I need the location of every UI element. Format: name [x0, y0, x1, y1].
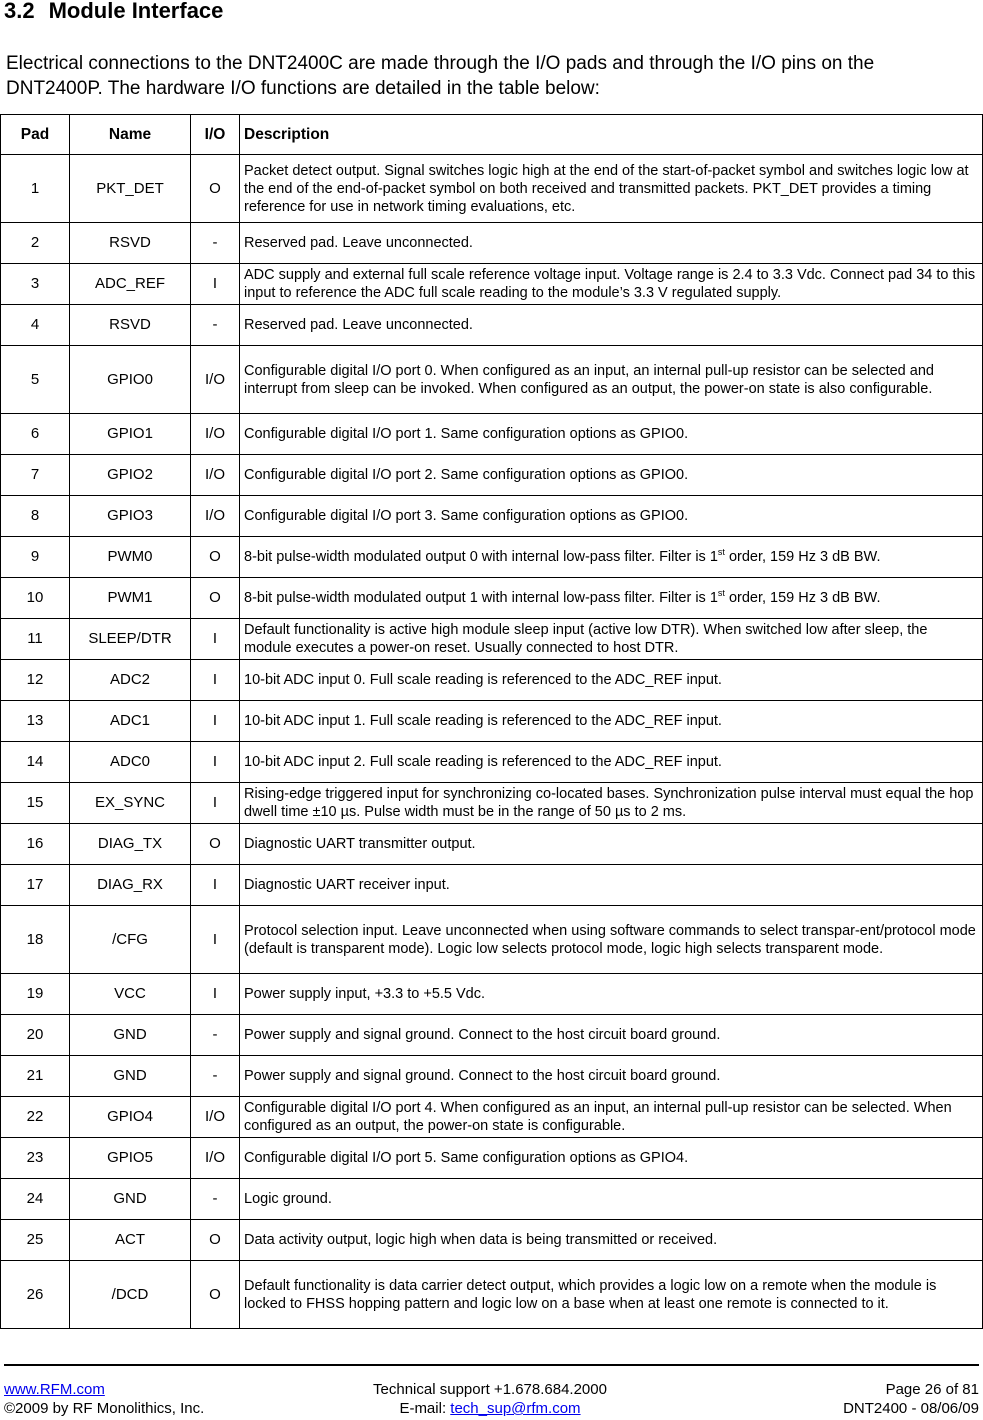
name-cell: ADC2 — [70, 660, 191, 701]
table-row — [1, 742, 983, 783]
document-id: DNT2400 - 08/06/09 — [843, 1400, 979, 1417]
ordinal-superscript: st — [717, 588, 725, 599]
section-title — [4, 0, 223, 24]
io-cell: I — [191, 701, 240, 742]
io-cell: - — [191, 1179, 240, 1220]
table-row — [1, 155, 983, 223]
description-tail: order, 159 Hz 3 dB BW. — [724, 590, 881, 606]
io-cell: O — [191, 824, 240, 865]
pad-cell: 12 — [1, 660, 70, 701]
table-row — [1, 496, 983, 537]
description-cell — [240, 1015, 983, 1056]
pad-cell: 7 — [1, 455, 70, 496]
table-row — [1, 1056, 983, 1097]
pad-cell: 4 — [1, 305, 70, 346]
description-cell — [240, 578, 983, 619]
table-row — [1, 346, 983, 414]
pad-cell: 8 — [1, 496, 70, 537]
io-cell: O — [191, 155, 240, 223]
io-cell: I/O — [191, 455, 240, 496]
name-cell: /CFG — [70, 906, 191, 974]
description-cell — [240, 1097, 983, 1138]
description-text: Configurable digital I/O port 4. When configured as an input, an internal pull-up resistor can be selected. When configured as an output, the power-on state is configurable. — [244, 1100, 952, 1134]
table-row — [1, 305, 983, 346]
table-row — [1, 783, 983, 824]
pad-cell: 23 — [1, 1138, 70, 1179]
table-row — [1, 1015, 983, 1056]
table-row — [1, 1138, 983, 1179]
description-text: 8-bit pulse-width modulated output 0 with internal low-pass filter. Filter is 1 — [244, 549, 718, 565]
section-number: 3.2 — [4, 0, 35, 23]
description-cell — [240, 974, 983, 1015]
description-text: Configurable digital I/O port 5. Same configuration options as GPIO4. — [244, 1150, 689, 1166]
description-text: 8-bit pulse-width modulated output 1 with internal low-pass filter. Filter is 1 — [244, 590, 718, 606]
name-cell: GPIO3 — [70, 496, 191, 537]
pad-cell: 2 — [1, 223, 70, 264]
table-row — [1, 578, 983, 619]
io-function-table — [0, 114, 983, 1329]
name-cell: GND — [70, 1179, 191, 1220]
name-cell: DIAG_TX — [70, 824, 191, 865]
pad-cell: 24 — [1, 1179, 70, 1220]
description-cell — [240, 660, 983, 701]
pad-cell: 22 — [1, 1097, 70, 1138]
description-text: Protocol selection input. Leave unconnected when using software commands to select transpar-ent/protocol mode (default is transparent mode). Logic low selects protocol mode, logic high selects transparent mode. — [244, 922, 976, 957]
description-cell — [240, 701, 983, 742]
name-cell: RSVD — [70, 223, 191, 264]
table-row — [1, 906, 983, 974]
pad-cell: 13 — [1, 701, 70, 742]
description-tail: order, 159 Hz 3 dB BW. — [724, 549, 881, 565]
description-cell — [240, 346, 983, 414]
support-phone: Technical support +1.678.684.2000 — [373, 1381, 607, 1398]
name-cell: PKT_DET — [70, 155, 191, 223]
footer-left — [4, 1380, 204, 1418]
description-cell — [240, 824, 983, 865]
footer-divider — [4, 1364, 979, 1366]
description-cell — [240, 783, 983, 824]
pad-cell: 21 — [1, 1056, 70, 1097]
io-cell: O — [191, 1220, 240, 1261]
name-cell: ADC0 — [70, 742, 191, 783]
io-cell: O — [191, 578, 240, 619]
section-title-text: Module Interface — [48, 0, 224, 23]
pad-cell: 25 — [1, 1220, 70, 1261]
pad-cell: 11 — [1, 619, 70, 660]
description-text: Default functionality is data carrier detect output, which provides a logic low on a remote when the module is locked to FHSS hopping pattern and logic low on a base when at least one remote is connected to it. — [244, 1277, 937, 1312]
name-cell: DIAG_RX — [70, 865, 191, 906]
name-cell: GPIO4 — [70, 1097, 191, 1138]
io-cell: I/O — [191, 1138, 240, 1179]
io-cell: - — [191, 305, 240, 346]
description-cell — [240, 906, 983, 974]
description-cell — [240, 455, 983, 496]
table-row — [1, 824, 983, 865]
description-text: 10-bit ADC input 1. Full scale reading is referenced to the ADC_REF input. — [244, 713, 722, 729]
name-cell: PWM0 — [70, 537, 191, 578]
description-cell — [240, 223, 983, 264]
pad-cell: 5 — [1, 346, 70, 414]
description-cell — [240, 414, 983, 455]
header-io: I/O — [191, 115, 240, 155]
name-cell: /DCD — [70, 1261, 191, 1329]
name-cell: RSVD — [70, 305, 191, 346]
description-text: Diagnostic UART transmitter output. — [244, 836, 476, 852]
description-text: Default functionality is active high module sleep input (active low DTR). When switched low after sleep, the module executes a power-on reset. Usually connected to host DTR. — [244, 622, 928, 656]
footer-right — [843, 1380, 979, 1418]
description-text: Data activity output, logic high when data is being transmitted or received. — [244, 1232, 718, 1248]
description-cell — [240, 1138, 983, 1179]
io-cell: I — [191, 660, 240, 701]
description-cell — [240, 264, 983, 305]
pad-cell: 19 — [1, 974, 70, 1015]
pad-cell: 3 — [1, 264, 70, 305]
pad-cell: 10 — [1, 578, 70, 619]
io-cell: O — [191, 1261, 240, 1329]
description-text: Power supply and signal ground. Connect to the host circuit board ground. — [244, 1068, 721, 1084]
io-cell: I/O — [191, 346, 240, 414]
table-row — [1, 455, 983, 496]
description-text: Configurable digital I/O port 0. When configured as an input, an internal pull-up resistor can be selected and interrupt from sleep can be invoked. When configured as an output, the power-on state is also configurable. — [244, 362, 934, 397]
name-cell: GPIO0 — [70, 346, 191, 414]
description-text: Rising-edge triggered input for synchronizing co-located bases. Synchronization pulse interval must equal the hop dwell time ±10 µs. Pulse width must be in the range of 50 µs to 2 ms. — [244, 786, 974, 820]
description-cell — [240, 619, 983, 660]
table-row — [1, 414, 983, 455]
description-text: Diagnostic UART receiver input. — [244, 877, 450, 893]
io-cell: I/O — [191, 1097, 240, 1138]
name-cell: GPIO1 — [70, 414, 191, 455]
page-number: Page 26 of 81 — [885, 1381, 979, 1398]
description-cell — [240, 1179, 983, 1220]
table-row — [1, 1097, 983, 1138]
io-cell: I — [191, 264, 240, 305]
description-cell — [240, 1261, 983, 1329]
description-cell — [240, 1056, 983, 1097]
description-cell — [240, 865, 983, 906]
pad-cell: 6 — [1, 414, 70, 455]
name-cell: GPIO5 — [70, 1138, 191, 1179]
io-cell: I — [191, 742, 240, 783]
pad-cell: 20 — [1, 1015, 70, 1056]
name-cell: PWM1 — [70, 578, 191, 619]
header-name: Name — [70, 115, 191, 155]
pad-cell: 16 — [1, 824, 70, 865]
pad-cell: 1 — [1, 155, 70, 223]
io-cell: I — [191, 865, 240, 906]
description-text: 10-bit ADC input 2. Full scale reading is referenced to the ADC_REF input. — [244, 754, 722, 770]
description-text: Reserved pad. Leave unconnected. — [244, 317, 473, 333]
table-row — [1, 1179, 983, 1220]
name-cell: ADC_REF — [70, 264, 191, 305]
name-cell: VCC — [70, 974, 191, 1015]
pad-cell: 9 — [1, 537, 70, 578]
pad-cell: 14 — [1, 742, 70, 783]
io-cell: - — [191, 1056, 240, 1097]
table-row — [1, 264, 983, 305]
name-cell: GND — [70, 1056, 191, 1097]
io-cell: - — [191, 1015, 240, 1056]
io-cell: I/O — [191, 496, 240, 537]
description-cell — [240, 1220, 983, 1261]
table-header-row — [1, 115, 983, 155]
description-text: ADC supply and external full scale reference voltage input. Voltage range is 2.4 to 3.3 Vdc. Connect pad 34 to this input to reference the ADC full scale reading to the module’s 3.3 V regulated supply. — [244, 267, 976, 301]
description-text: Configurable digital I/O port 2. Same configuration options as GPIO0. — [244, 467, 689, 483]
description-cell — [240, 305, 983, 346]
email-label: E-mail: — [399, 1400, 451, 1417]
table-row — [1, 1220, 983, 1261]
io-cell: I/O — [191, 414, 240, 455]
description-cell — [240, 537, 983, 578]
pad-cell: 18 — [1, 906, 70, 974]
description-text: Power supply and signal ground. Connect to the host circuit board ground. — [244, 1027, 721, 1043]
description-text: Packet detect output. Signal switches logic high at the end of the start-of-packet symbol and switches logic low at the end of the end-of-packet symbol on both received and transmitted packets. PKT_DET provides a timing reference for use in network timing evaluations, etc. — [244, 162, 969, 215]
header-description: Description — [240, 115, 983, 155]
io-cell: I — [191, 619, 240, 660]
footer-center — [330, 1380, 650, 1418]
description-text: 10-bit ADC input 0. Full scale reading is referenced to the ADC_REF input. — [244, 672, 722, 688]
name-cell: GND — [70, 1015, 191, 1056]
table-row — [1, 660, 983, 701]
description-cell — [240, 496, 983, 537]
io-cell: I — [191, 783, 240, 824]
copyright: ©2009 by RF Monolithics, Inc. — [4, 1400, 205, 1417]
description-text: Configurable digital I/O port 3. Same configuration options as GPIO0. — [244, 508, 689, 524]
table-row — [1, 701, 983, 742]
io-cell: I — [191, 906, 240, 974]
name-cell: SLEEP/DTR — [70, 619, 191, 660]
table-row — [1, 537, 983, 578]
io-cell: O — [191, 537, 240, 578]
description-text: Logic ground. — [244, 1191, 332, 1207]
pad-cell: 26 — [1, 1261, 70, 1329]
pad-cell: 15 — [1, 783, 70, 824]
table-row — [1, 1261, 983, 1329]
description-cell — [240, 155, 983, 223]
io-cell: I — [191, 974, 240, 1015]
name-cell: EX_SYNC — [70, 783, 191, 824]
ordinal-superscript: st — [717, 547, 725, 558]
description-text: Power supply input, +3.3 to +5.5 Vdc. — [244, 986, 486, 1002]
description-text: Configurable digital I/O port 1. Same configuration options as GPIO0. — [244, 426, 689, 442]
table-row — [1, 223, 983, 264]
table-row — [1, 974, 983, 1015]
email-link[interactable]: tech_sup@rfm.com — [450, 1400, 581, 1417]
table-row — [1, 865, 983, 906]
io-cell: - — [191, 223, 240, 264]
pad-cell: 17 — [1, 865, 70, 906]
website-link[interactable]: www.RFM.com — [4, 1381, 105, 1398]
description-cell — [240, 742, 983, 783]
table-row — [1, 619, 983, 660]
description-text: Reserved pad. Leave unconnected. — [244, 235, 473, 251]
header-pad: Pad — [1, 115, 70, 155]
name-cell: GPIO2 — [70, 455, 191, 496]
name-cell: ACT — [70, 1220, 191, 1261]
name-cell: ADC1 — [70, 701, 191, 742]
intro-paragraph: Electrical connections to the DNT2400C are made through the I/O pads and through the I/O pins on the DNT2400P. The hardware I/O functions are detailed in the table below: — [6, 53, 875, 99]
